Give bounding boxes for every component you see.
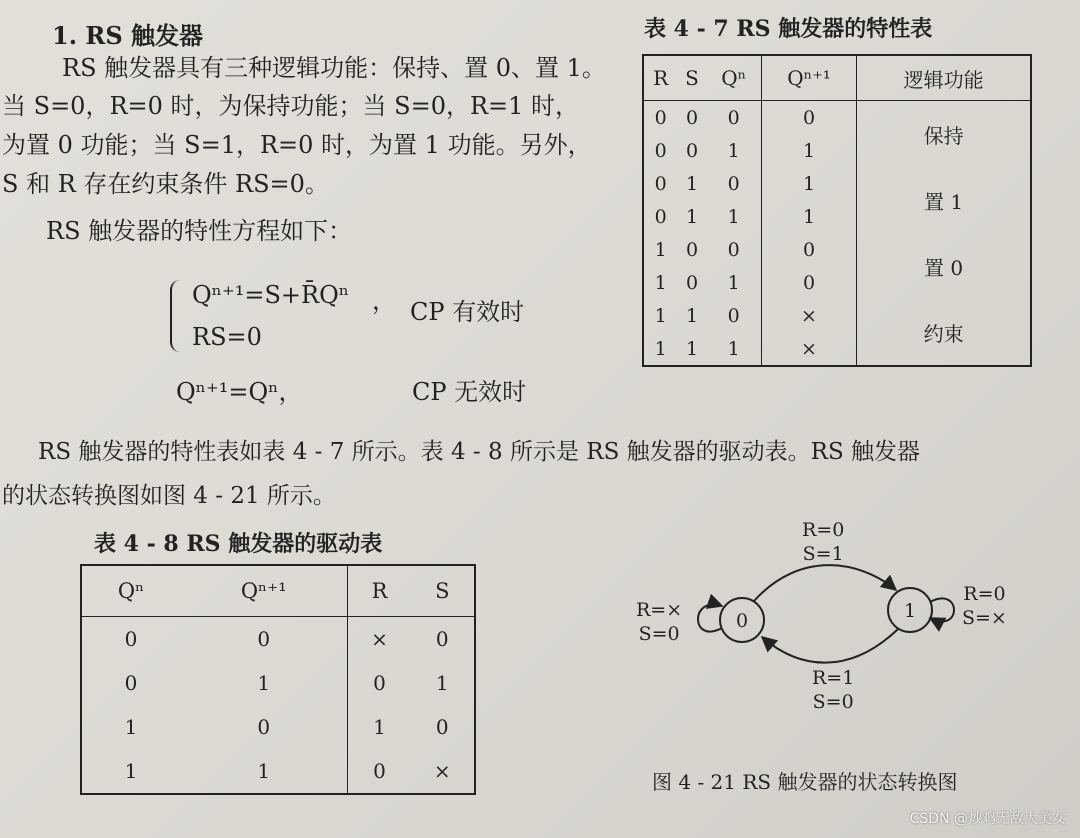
table-cell: 1 <box>654 238 667 261</box>
table47-header-function: 逻辑功能 <box>857 55 1031 101</box>
table47-characteristic-table <box>642 54 1032 367</box>
table-cell: 0 <box>685 271 699 294</box>
table-cell: 1 <box>761 167 856 200</box>
table47-function-set1: 置 1 <box>857 167 1031 233</box>
table-cell: 0 <box>654 139 667 162</box>
table-cell: 0 <box>727 238 740 261</box>
table-cell: 1 <box>257 759 271 783</box>
transition-0-to-1 <box>754 565 896 601</box>
table-row <box>81 705 475 749</box>
intro-line-4: S 和 R 存在约束条件 RS=0。 <box>2 170 329 198</box>
table47-function-hold: 保持 <box>857 101 1031 168</box>
table-cell: 1 <box>685 304 699 327</box>
equation-1-condition: CP 有效时 <box>410 298 525 326</box>
table-cell: 0 <box>685 106 699 129</box>
table-cell: 1 <box>654 337 667 360</box>
table-cell: 0 <box>348 749 411 794</box>
table-cell: 1 <box>124 759 138 783</box>
label-line: S=0 <box>638 623 680 645</box>
table-cell: × <box>433 759 451 783</box>
table-cell: 0 <box>654 172 667 195</box>
state-1-label: 1 <box>903 600 917 622</box>
table-row <box>643 167 1031 200</box>
table-row <box>81 661 475 705</box>
para2-line-1: RS 触发器的特性表如表 4 - 7 所示。表 4 - 8 所示是 RS 触发器的驱动表。RS 触发器 <box>38 439 921 465</box>
label-line: S=1 <box>802 543 844 565</box>
table47-header-s: S <box>677 55 706 101</box>
table-cell: 0 <box>435 715 449 739</box>
table-cell: 1 <box>727 337 740 360</box>
table-cell: 0 <box>654 205 667 228</box>
table-cell: × <box>348 617 411 662</box>
table47-function-constraint: 约束 <box>857 299 1031 366</box>
self-loop-1-label <box>962 582 1007 630</box>
self-loop-0-label <box>636 598 682 646</box>
table-cell: 1 <box>257 671 271 695</box>
table-cell: 0 <box>257 715 271 739</box>
table-cell: 0 <box>654 106 667 129</box>
table-cell: × <box>761 332 856 366</box>
transition-top-label <box>802 518 844 566</box>
equation-3-condition: CP 无效时 <box>412 378 527 406</box>
table48-header-row <box>81 565 475 617</box>
table-cell: 0 <box>685 238 699 261</box>
table48-drive-table <box>80 564 476 795</box>
label-line: R=× <box>636 599 683 621</box>
transition-bottom-label <box>812 666 854 714</box>
table-cell: 1 <box>685 172 699 195</box>
table-cell: 0 <box>348 661 411 705</box>
para2-line-2: 的状态转换图如图 4 - 21 所示。 <box>2 483 336 509</box>
table-cell: 1 <box>727 271 740 294</box>
table-cell: 1 <box>124 715 138 739</box>
label-line: R=0 <box>802 519 845 541</box>
transition-1-to-0 <box>762 629 898 663</box>
figure-caption: 图 4 - 21 RS 触发器的状态转换图 <box>652 770 958 794</box>
equation-brace <box>170 280 186 352</box>
table-cell: 0 <box>257 627 271 651</box>
table-cell: 0 <box>761 266 856 299</box>
table-cell: 0 <box>727 106 740 129</box>
equation-2: RS=0 <box>192 323 262 351</box>
table47-function-set0: 置 0 <box>857 233 1031 299</box>
table-cell: × <box>761 299 856 332</box>
label-line: S=0 <box>812 691 854 713</box>
table48-header-s: S <box>411 565 475 617</box>
table-row <box>81 617 475 662</box>
intro-line-2: 当 S=0，R=0 时，为保持功能；当 S=0，R=1 时， <box>2 92 580 120</box>
equation-1-comma: ， <box>372 287 396 315</box>
table47-header-row <box>643 55 1031 101</box>
table-row <box>643 299 1031 332</box>
table-cell: 1 <box>761 200 856 233</box>
table-cell: 1 <box>761 134 856 167</box>
table47-header-r: R <box>643 55 677 101</box>
table47-header-qn: Qⁿ <box>707 55 762 101</box>
table-cell: 1 <box>685 337 699 360</box>
table-row <box>81 749 475 794</box>
table-cell: 1 <box>435 671 449 695</box>
intro-line-1: RS 触发器具有三种逻辑功能：保持、置 0、置 1。 <box>62 54 606 82</box>
table48-header-qn1: Qⁿ⁺¹ <box>180 565 348 617</box>
table-cell: 0 <box>685 139 699 162</box>
label-line: S=× <box>962 607 1007 629</box>
table-cell: 0 <box>727 304 740 327</box>
table-cell: 1 <box>654 271 667 294</box>
label-line: R=1 <box>812 667 855 689</box>
table-cell: 1 <box>654 304 667 327</box>
table-cell: 0 <box>124 671 138 695</box>
table47-header-qn1: Qⁿ⁺¹ <box>761 55 856 101</box>
table48-header-qn: Qⁿ <box>81 565 180 617</box>
self-loop-0 <box>698 604 722 631</box>
table-row <box>643 233 1031 266</box>
table-cell: 1 <box>727 139 740 162</box>
equation-3: Qⁿ⁺¹=Qⁿ， <box>176 378 303 406</box>
table48-caption: 表 4 - 8 RS 触发器的驱动表 <box>94 531 383 557</box>
watermark: CSDN @炒鸡无敌大美女 <box>909 811 1066 827</box>
table47-caption: 表 4 - 7 RS 触发器的特性表 <box>644 16 933 42</box>
label-line: R=0 <box>963 583 1006 605</box>
table-row <box>643 101 1031 135</box>
section-heading: 1. RS 触发器 <box>52 21 204 50</box>
intro-line-5: RS 触发器的特性方程如下： <box>46 217 353 245</box>
table-cell: 0 <box>761 233 856 266</box>
table-cell: 1 <box>348 705 411 749</box>
table-cell: 0 <box>727 172 740 195</box>
table-cell: 0 <box>761 101 856 135</box>
table-cell: 1 <box>685 205 699 228</box>
intro-line-3: 为置 0 功能；当 S=1，R=0 时，为置 1 功能。另外， <box>2 131 592 159</box>
equation-1: Qⁿ⁺¹=S+R̄Qⁿ <box>192 281 350 309</box>
self-loop-1 <box>930 598 954 621</box>
table-cell: 1 <box>727 205 740 228</box>
table-cell: 0 <box>124 627 138 651</box>
table48-header-r: R <box>348 565 411 617</box>
table-cell: 0 <box>435 627 449 651</box>
state-0-label: 0 <box>735 610 749 632</box>
